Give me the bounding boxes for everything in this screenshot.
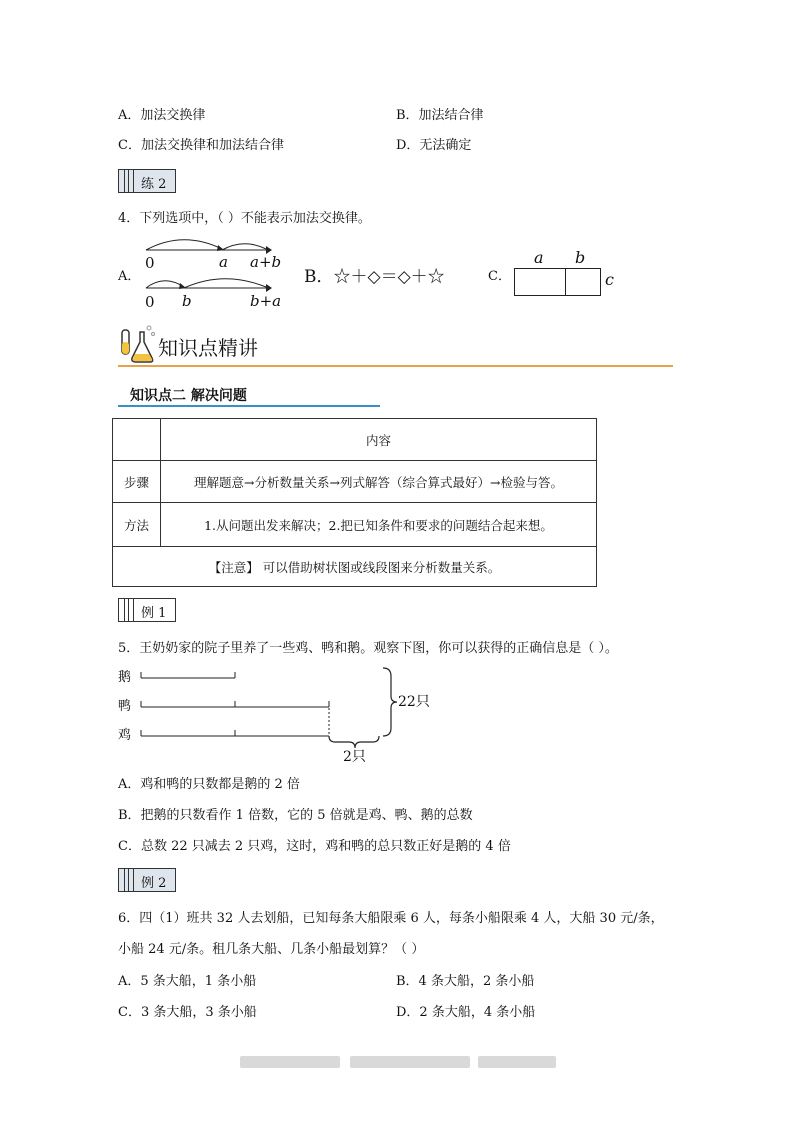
line2-zero: 0	[145, 293, 155, 311]
q6-option-b: B．4 条大船，2 条小船	[396, 974, 535, 989]
practice-tag	[118, 169, 176, 193]
footer-blur	[350, 1056, 470, 1068]
diagram-goose-label: 鹅	[118, 670, 132, 685]
q6-option-c: C．3 条大船，3 条小船	[118, 1005, 257, 1020]
q4-option-c-label: C．	[488, 269, 511, 284]
q6-option-a: A．5 条大船，1 条小船	[118, 974, 257, 989]
q6-stem-line1: 6．四（1）班共 32 人去划船，已知每条大船限乘 6 人，每条小船限乘 4 人，大船 30 元/条，	[118, 911, 664, 926]
table-row-label: 步骤	[113, 461, 161, 503]
line1-zero: 0	[145, 254, 155, 272]
knowledge-table	[112, 418, 597, 587]
q5-stem: 5．王奶奶家的院子里养了一些鸡、鸭和鹅。观察下图，你可以获得的正确信息是（ ）。	[118, 641, 618, 656]
rect-label-a: a	[534, 248, 544, 267]
section-title: 知识点精讲	[158, 336, 258, 360]
rect-label-c: c	[605, 270, 614, 289]
segment-diagram	[135, 660, 435, 765]
example1-tag	[118, 598, 176, 622]
q3-option-b: B．加法结合律	[396, 108, 484, 123]
q3-option-a: A．加法交换律	[118, 108, 206, 123]
diagram-total: 22只	[398, 694, 430, 710]
q4-option-b: B．☆＋◇＝◇＋☆	[304, 267, 445, 287]
line2-b: b	[182, 292, 192, 310]
kp2-title: 知识点二 解决问题	[130, 388, 247, 404]
line1-sum: a+b	[250, 253, 282, 271]
q3-option-c: C．加法交换律和加法结合律	[118, 138, 284, 153]
q3-option-d: D．无法确定	[396, 138, 472, 153]
footer-blur	[478, 1056, 556, 1068]
q5-option-b: B．把鹅的只数看作 1 倍数，它的 5 倍就是鸡、鸭、鹅的总数	[118, 808, 473, 823]
rect-b	[564, 268, 601, 296]
q4-stem: 4．下列选项中，（ ）不能表示加法交换律。	[118, 211, 371, 226]
example2-tag-label: 例 2	[141, 876, 167, 891]
table-note: 【注意】 可以借助树状图或线段图来分析数量关系。	[113, 547, 597, 587]
table-row-content: 1.从问题出发来解决；2.把已知条件和要求的问题结合起来想。	[161, 503, 597, 547]
kp2-underline	[118, 405, 380, 407]
rect-label-b: b	[575, 248, 586, 267]
rect-a	[514, 268, 566, 296]
q6-stem-line2: 小船 24 元/条。租几条大船、几条小船最划算？（ ）	[118, 942, 425, 957]
q6-option-d: D．2 条大船，4 条小船	[396, 1005, 536, 1020]
footer-blur	[240, 1056, 340, 1068]
table-header: 内容	[161, 419, 597, 461]
table-row-label: 方法	[113, 503, 161, 547]
example2-tag	[118, 868, 176, 892]
diagram-duck-label: 鸭	[118, 699, 132, 714]
line1-a: a	[219, 253, 228, 271]
q4-option-a-label: A．	[118, 269, 141, 284]
q5-option-c: C．总数 22 只减去 2 只鸡，这时，鸡和鸭的总只数正好是鹅的 4 倍	[118, 839, 511, 854]
flask-icon	[116, 322, 158, 366]
line2-sum: b+a	[250, 292, 282, 310]
q5-option-a: A．鸡和鸭的只数都是鹅的 2 倍	[118, 777, 300, 792]
table-row-content: 理解题意→分析数量关系→列式解答（综合算式最好）→检验与答。	[161, 461, 597, 503]
example1-tag-label: 例 1	[141, 606, 167, 621]
section-underline	[118, 365, 673, 367]
diagram-chicken-label: 鸡	[118, 728, 132, 743]
practice-tag-label: 练 2	[141, 177, 167, 192]
diagram-extra: 2只	[343, 749, 366, 765]
